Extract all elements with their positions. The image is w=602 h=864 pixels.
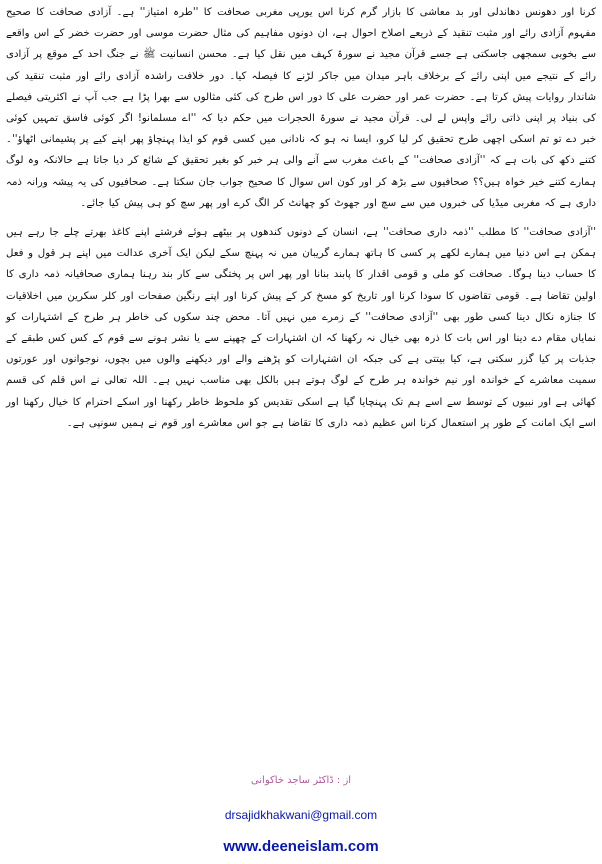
author-credit: از : ڈاکٹر ساجد خاکوانی [250,775,352,786]
article-body [6,2,596,434]
author-email[interactable]: drsajidkhakwani@gmail.com [224,808,378,822]
paragraph-spacer [6,214,596,222]
website-link[interactable]: www.deeneislam.com [223,838,379,855]
article-paragraph-1: کرنا اور دھونس دھاندلی اور بد معاشی کا بازار گرم کرنا اس یورپی مغربی صحافت کا ''طرہ امتیاز'' ہے۔ آزادی صحافت کا صحیح مفہوم آزادی رائے اور مثبت تنقید کے ذریعے اصلاح احوال ہے، ان دونوں مفاہیم کی مثال حضرت موسی اور حضرت خضر کے اس واقعے سے بخوبی سمجھی جاسکتی ہے جسے قرآن مجید نے سورۃ کہف میں نقل کیا ہے۔ محسن انسانیت ﷺ نے جنگ احد کے موقع پر آزادی رائے کے نتیجے میں اپنی رائے کے برخلاف باہر میدان میں جاکر لڑنے کا فیصلہ کیا۔ دور خلافت راشدہ آزادی رائے اور مثبت تنقید کی شاندار روایات پیش کرتا ہے۔ حضرت عمر اور حضرت علی کا دور اس طرح کی کئی مثالوں سے بھرا پڑا ہے جب آپ نے اکثریتی فیصلے کی بنیاد پر اپنی ذاتی رائے واپس لے لی۔ قرآن مجید نے سورۃ الحجرات میں حکم دیا کہ ''اے مسلمانو! اگر کوئی فاسق تمہیں کوئی خبر دے تو تم اسکی اچھی طرح تحقیق کر لیا کرو، ایسا نہ ہو کہ نادانی میں کسی قوم کو ایذا پہنچاؤ پھر اپنے کیے پر پشیمانی اٹھاؤ''۔ کتنے دکھ کی بات ہے کہ ''آزادی صحافت'' کے باعث مغرب سے آنے والی ہر خبر کو بغیر تحقیق کے شائع کر دیا جاتا ہے حالانکہ وہ لوگ ہمارے کتنے خیر خواہ ہیں؟؟ صحافیوں سے بڑھ کر اور کون اس سوال کا صحیح جواب جان سکتا ہے۔ صحافیوں کی یہ پیشہ ورانہ ذمہ داری ہے کہ مغربی میڈیا کی خبروں میں سے سچ اور جھوٹ کو چھانٹ کر الگ کرے اور پھر سچ کو ہی پیش کیا جائے۔ [6,7,596,209]
article-paragraph-2: ''آزادی صحافت'' کا مطلب ''ذمہ داری صحافت'' ہے، انسان کے دونوں کندھوں پر بیٹھے ہوئے فرشتے اپنے کاغذ بھرتے چلے جا رہے ہیں ہمکن ہے اس دنیا میں ہمارے لکھے پر کسی کا ہاتھ ہمارے گریبان میں نہ پہنچ سکے لیکن ایک آخری عدالت میں اپنے ہر قول و فعل کا حساب دینا ہوگا۔ صحافت کو ملی و قومی اقدار کا پابند بنانا اور پھر اس پر پختگی سے کار بند رہنا ہماری صحافیانہ ذمہ داری کا اولین تقاضا ہے۔ قومی تقاضوں کا سودا کرنا اور تاریخ کو مسخ کر کے پیش کرنا اور اپنے رنگین صفحات اور کلر سکرین میں اخلاقیات کا جنازہ نکال دینا کسی طور بھی ''آزادی صحافت'' کے زمرے میں نہیں آتا۔ محض چند سکوں کی خاطر ہر طرح کے اشتہارات کو نمایاں مقام دے دینا اور اس بات کا ذرہ بھی خیال نہ رکھنا کہ ان اشتہارات کے چھپنے سے یا نشر ہونے سے قوم کے کس کس طبقے کے جذبات پر کیا گزر سکتی ہے، کیا بیتتی ہے کی جبکہ ان اشتہارات کو پڑھنے والے اور دیکھنے والوں میں بچوں، نوجوانوں اور عورتوں سمیت معاشرے کے خواندہ اور نیم خواندہ ہر طرح کے لوگ ہوتے ہیں بالکل بھی مناسب نہیں ہے۔ اللہ تعالی نے اس قلم کی قسم کھائی ہے اور نبیوں کے توسط سے اسے ہم تک پہنچایا گیا ہے اسکی تقدیس کو ملحوظ خاطر رکھنا اور اسکے احترام کا خیال رکھنا اور اسے ایک امانت کے طور پر استعمال کرنا اس عظیم ذمہ داری کا تقاضا ہے جو اس معاشرے اور قوم نے ہمیں سونپی ہے۔ [6,227,596,429]
